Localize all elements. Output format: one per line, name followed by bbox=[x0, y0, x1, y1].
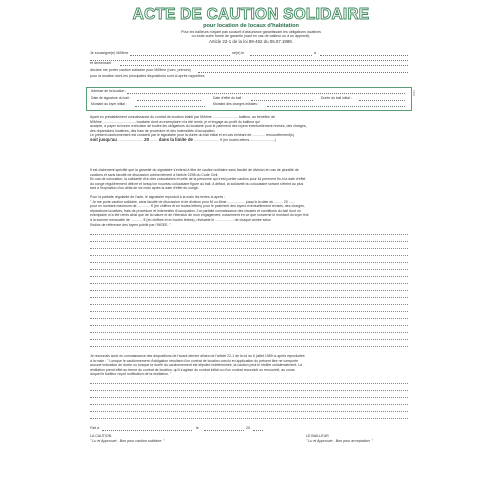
intro-blank-line[interactable] bbox=[90, 60, 408, 61]
intro-demeurant-label: et demeurant bbox=[90, 61, 112, 65]
side-reference: TCS bbox=[412, 90, 416, 96]
paragraph-engagement bbox=[90, 115, 408, 143]
box-duration-label: Durée du bail initial : bbox=[321, 96, 352, 100]
writing-line[interactable] bbox=[90, 418, 408, 419]
article-reference: Article 22-1 de la loi 89-462 du 06.07.1989. bbox=[209, 39, 293, 44]
writing-line[interactable] bbox=[90, 318, 408, 319]
intro-birthplace-field[interactable] bbox=[320, 55, 408, 56]
writing-line[interactable] bbox=[90, 255, 408, 256]
paragraph-solidarity-line: En cas de colocation, la solidarité d'un des colocataires et celle de la personne qui s'est portée caution pour lui prennent fin à la date d'effet bbox=[90, 177, 306, 182]
intro-ne-le-label: né(e) le bbox=[232, 51, 245, 55]
paragraph-solidarity-line: tard à l'expiration d'un délai de six mois après la date d'effet du congé. bbox=[90, 186, 199, 191]
fait-a-text: Fait à bbox=[90, 426, 99, 430]
resiliation-line: duquel le bailleur reçoit notification de la résiliation. " bbox=[90, 372, 172, 377]
resiliation-line: résiliation prend effet au terme du contrat de location, qu'il s'agisse du contrat initial ou d'un contrat reconduit ou renouvelé, au cours bbox=[90, 367, 295, 372]
writing-line[interactable] bbox=[90, 332, 408, 333]
box-address-label: Adresse de la location : bbox=[91, 89, 127, 93]
box-charges-label: Montant des charges initiales : bbox=[213, 102, 259, 106]
paragraph-resiliation bbox=[90, 354, 408, 377]
bailleur-label: LE BAILLEUR bbox=[306, 434, 329, 438]
writing-line[interactable] bbox=[90, 311, 408, 312]
intro-location-label: pour la location dont les principales dispositions sont ci-après rappelées. bbox=[90, 74, 206, 78]
writing-line[interactable] bbox=[90, 397, 408, 398]
box-rent-field[interactable] bbox=[135, 106, 205, 107]
paragraph-solidarity-line: cautions et sans faculté de discussion conformément à l'article 2298 du Code Civil. bbox=[90, 172, 219, 177]
handwritten-line: " Je me porte caution solidaire, sans faculté de discussion ni de division pour M ou Mme .................. jusqu'à la date du ......... 20 ...... bbox=[90, 199, 295, 204]
writing-line[interactable] bbox=[90, 325, 408, 326]
box-duration-field[interactable] bbox=[359, 100, 405, 101]
intro-name-field[interactable] bbox=[130, 55, 230, 56]
caution-signature-area[interactable] bbox=[90, 446, 200, 486]
intro-address-field[interactable] bbox=[120, 65, 408, 66]
year-field[interactable] bbox=[253, 430, 263, 431]
caution-label: LA CAUTION bbox=[90, 434, 112, 438]
year-label: 20 bbox=[246, 426, 250, 430]
writing-line[interactable] bbox=[90, 262, 408, 263]
bailleur-signature-area[interactable] bbox=[306, 446, 410, 486]
paragraph-engagement-line: Ayant eu préalablement connaissance du contrat de location établi par M/Mme ........................., bailleur, au bénéfice de bbox=[90, 115, 275, 119]
writing-line[interactable] bbox=[90, 304, 408, 305]
writing-line[interactable] bbox=[90, 339, 408, 340]
writing-line[interactable] bbox=[90, 290, 408, 291]
limit-tail: € (en toutes lettres .........................) bbox=[220, 137, 276, 142]
le-date-field[interactable] bbox=[204, 430, 244, 431]
writing-line[interactable] bbox=[90, 297, 408, 298]
writing-line[interactable] bbox=[90, 346, 408, 347]
handwritten-line: à la somme mensuelle de ............ € (en chiffres et en toutes lettres), révisable le ................... de chaque année selon bbox=[90, 217, 272, 222]
caution-note-text: " Lu et Approuvé - Bon pour caution solidaire. " bbox=[90, 439, 165, 443]
subnote-line-1: Pour les bailleurs n'ayant pas souscrit d'assurance garantissant les obligations locatives bbox=[181, 30, 321, 34]
paragraph-engagement-limit: soit jusqu'au .......................... 20 ........ dans la limite de .......................... € (en toutes lettres .........................) bbox=[90, 136, 276, 142]
paragraph-solidarity-line: Il est clairement spécifié que la garantie du signataire s'entend à titre de caution solidaire sans faculté de division en cas de pluralité de bbox=[90, 168, 299, 172]
subtitle-note bbox=[106, 30, 396, 38]
box-signature-date-label: Date de signature du bail : bbox=[91, 96, 131, 100]
intro-soussigne-label: Je soussigné(e) M/Mme bbox=[90, 51, 129, 55]
subnote-line-2: ou toute autre forme de garantie (sauf en cas de bailleur ou à un apprenti). bbox=[191, 34, 311, 39]
box-charges-field[interactable] bbox=[267, 106, 405, 107]
box-effect-date-label: Date d'effet du bail : bbox=[213, 96, 243, 100]
intro-a-label: à bbox=[314, 51, 316, 55]
writing-line[interactable] bbox=[90, 283, 408, 284]
writing-line[interactable] bbox=[90, 383, 408, 384]
resiliation-line: à la main : " Lorsque le cautionnement d'obligation résultant d'un contrat de location conclu en application du présent titre ne comporte bbox=[90, 358, 299, 363]
handwritten-line: pour un montant maximum de ............. € (en chiffres et en toutes lettres) pour le paiement des loyers éventuellement révisés, des charges, bbox=[90, 204, 305, 209]
le-label: le bbox=[196, 426, 199, 430]
resiliation-line: aucune indication de durée ou lorsque la durée du cautionnement est stipulée indéterminée, la caution peut le résilier unilatéralement. La bbox=[90, 363, 303, 368]
caution-note bbox=[90, 439, 165, 443]
limit-year-label: 20 bbox=[144, 136, 150, 142]
bailleur-note bbox=[306, 439, 373, 443]
writing-line[interactable] bbox=[90, 411, 408, 412]
writing-line[interactable] bbox=[90, 390, 408, 391]
writing-line[interactable] bbox=[90, 404, 408, 405]
handwritten-line: réparations locatives, frais de procédure et indemnités d'occupation. J'ai parfaite connaissance des clauses et conditions du bail dont un bbox=[90, 208, 301, 213]
paragraph-engagement-line: M/Mme ................................., locataire dont un exemplaire m'a été remis, je m'engage au profit du bailleur qui bbox=[90, 119, 260, 124]
writing-line[interactable] bbox=[90, 234, 408, 235]
writing-line[interactable] bbox=[90, 241, 408, 242]
paragraph-solidarity bbox=[90, 168, 408, 191]
intro-birthdate-field[interactable] bbox=[250, 55, 312, 56]
intro-declare-label: déclare me porter caution solidaire pour M/Mme (nom, prénom) bbox=[90, 68, 191, 72]
document-title: ACTE DE CAUTION SOLIDAIRE bbox=[132, 6, 370, 23]
box-signature-date-field[interactable] bbox=[137, 100, 201, 101]
box-effect-date-field[interactable] bbox=[251, 100, 313, 101]
writing-line[interactable] bbox=[90, 276, 408, 277]
box-address-field[interactable] bbox=[127, 93, 405, 94]
paragraph-engagement-line: accepte, à payer la bonne exécution de toutes les obligations du locataire pour le paiement des loyers éventuellement révisés, des charges, bbox=[90, 124, 307, 129]
writing-line[interactable] bbox=[90, 248, 408, 249]
limit-amount-label: dans la limite de bbox=[158, 136, 193, 142]
handwritten-line: exemplaire m'a été remis ainsi que de la nature et de l'étendue de mon engagement, notamment en ce que concerne le montant du loyer fixé bbox=[90, 213, 309, 218]
document-page bbox=[86, 6, 416, 494]
writing-line[interactable] bbox=[90, 269, 408, 270]
paragraph-handwritten-instructions bbox=[90, 195, 408, 227]
paragraph-engagement-line: Le présent cautionnement est consenti par le signataire pour la durée du bail initial et en cas échéant de ............. renouvellement(s) bbox=[90, 133, 294, 138]
fait-a-field[interactable] bbox=[102, 430, 192, 431]
intro-tenant-field[interactable] bbox=[198, 72, 408, 73]
box-rent-label: Montant du loyer initial : bbox=[91, 102, 127, 106]
limit-until-label: soit jusqu'au bbox=[90, 136, 117, 142]
paragraph-solidarity-line: du congé régulièrement délivré et lorsqu'un nouveau colocataire figure au bail. A défaut, la solidarité du colocataire sortant s'éteint au plus bbox=[90, 181, 304, 186]
handwritten-line: l'indice de référence des loyers publié par l'INSEE. " bbox=[90, 222, 171, 227]
resiliation-line: Je reconnais avoir eu connaissance des dispositions de l'avant dernier alinéa de l'article 22-1 de la loi du 6 juillet 1989 ci-après reproduites bbox=[90, 354, 305, 358]
lease-info-box bbox=[86, 87, 412, 111]
bailleur-note-text: " Lu et Approuvé - Bon pour acceptation. " bbox=[306, 439, 373, 443]
handwritten-intro: Pour la parfaite régularité de l'acte, le signataire reproduit à la main les textes ci-après : bbox=[90, 195, 226, 199]
paragraph-engagement-line: des réparations locatives, des frais de procédure et des indemnités d'occupation. bbox=[90, 128, 216, 133]
document-subtitle: pour location de locaux d'habitation bbox=[203, 23, 299, 29]
fait-a-label bbox=[90, 426, 99, 430]
